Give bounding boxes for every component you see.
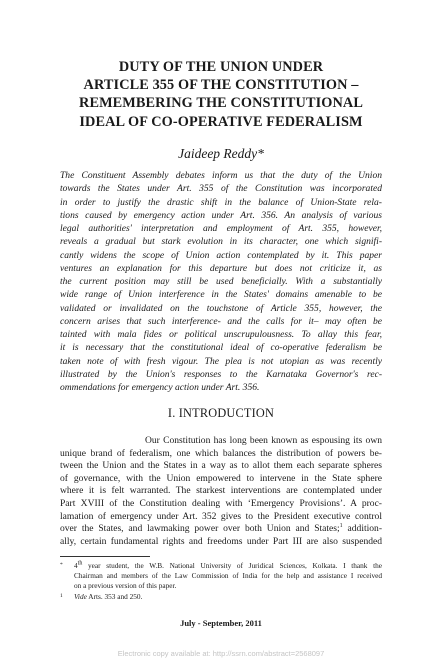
footnote-text: Arts. 353 and 250.: [86, 591, 143, 601]
abstract-line: concern arises that such interference- and the calls for it– may often be: [60, 315, 382, 327]
footnote-vide: Vide: [74, 591, 87, 601]
abstract-line: wide range of Union interference in the States' domains amenable to be: [60, 289, 382, 301]
section-heading: I. INTRODUCTION: [167, 406, 275, 420]
body-line: lamation of emergency under Art. 352 gives to the President executive control: [60, 510, 382, 522]
title-line: REMEMBERING THE CONSTITUTIONAL: [79, 95, 363, 112]
abstract-line: The Constituent Assembly debates inform us that the duty of the Union: [60, 170, 382, 181]
abstract-line: tainted with mala fides or political unscrupulousness. To allay this fear,: [60, 329, 382, 340]
paper-title: [40, 58, 402, 131]
body-line: [60, 523, 382, 536]
abstract: [60, 169, 382, 394]
footnote-line: on a previous version of this paper.: [74, 581, 177, 591]
footnote-mark: 1: [60, 592, 63, 599]
body-line: ally, certain fundamental rights and freedoms under Part III are also suspended: [60, 535, 382, 547]
abstract-line: tions caused by emergency action under Art. 356. An analysis of various: [60, 209, 382, 221]
abstract-line: ommendations for emergency action under Art. 356.: [60, 382, 260, 393]
abstract-line: illustrated by the Union's responses to the Karnataka Governor's rec-: [60, 368, 382, 380]
body-line: tween the Union and the States in a way as to allot them each separate spheres: [60, 460, 382, 472]
body-line-text: addition-: [342, 523, 382, 535]
abstract-line: in order to justify the drastic shift in the balance of Union-State rela-: [60, 196, 382, 208]
footnotes: [60, 561, 382, 602]
ordinal-suffix: th: [77, 560, 83, 567]
title-line: ARTICLE 355 OF THE CONSTITUTION –: [83, 77, 359, 94]
ssrn-watermark[interactable]: Electronic copy available at: http://ssrn.com/abstract=2568097: [117, 649, 325, 658]
abstract-line: legal authorities' interpretation and employment of Art. 355, however,: [60, 223, 382, 234]
footnote-line: [74, 592, 382, 602]
abstract-line: reveals a gradual but stark evolution in its character, one which signifi-: [60, 236, 382, 248]
footnote-mark: *: [60, 562, 63, 568]
abstract-line: cantly widens the scope of Union action contemplated by it. This paper: [60, 249, 382, 261]
footnote-line: [74, 561, 382, 571]
body-line: unique brand of federalism, one which balances the distribution of powers be-: [60, 447, 382, 459]
body-line: where it is felt warranted. The starkest interventions are contemplated under: [60, 485, 382, 497]
body-line: Our Constitution has long been known as espousing its own: [145, 435, 382, 446]
abstract-line: taken note of with fresh vigour. The plea is not utopian as was recently: [60, 355, 382, 367]
abstract-line: towards the States under Art. 355 of the Constitution was incorporated: [60, 183, 382, 195]
body-line-text: over the States, and lawmaking power over both Union and States;: [60, 523, 340, 535]
body-text: [60, 435, 382, 548]
author-name: Jaideep Reddy*: [178, 146, 264, 161]
ordinal: 4: [74, 561, 78, 570]
footnote-1: [60, 592, 382, 602]
footnote-star: [60, 561, 382, 592]
abstract-line: ventures an explanation for this departure but does not criticize it, as: [60, 262, 382, 274]
footnote-text: year student, the W.B. National University of Juridical Sciences, Kolkata. I thank the: [82, 561, 382, 570]
title-line: IDEAL OF CO-OPERATIVE FEDERALISM: [79, 113, 363, 130]
footnote-rule: [60, 556, 150, 557]
abstract-line: the current position may still be used beneficially. With a substantially: [60, 276, 382, 287]
issue-date: July - September, 2011: [180, 618, 262, 628]
footnote-ref[interactable]: 1: [339, 522, 343, 529]
abstract-line: validated or invalidated on the touchstone of Article 355, however, the: [60, 302, 382, 314]
footnote-line: Chairman and members of the Law Commission of India for the help and assistance I received: [74, 571, 382, 581]
body-line: of governance, with the Union empowered to intervene in the State sphere: [60, 472, 382, 484]
abstract-line: it is necessary that the constitutional ideal of co-operative federalism be: [60, 342, 382, 354]
title-line: DUTY OF THE UNION UNDER: [118, 59, 324, 75]
body-line: Part XVIII of the Constitution dealing with ‘Emergency Provisions’. A proc-: [60, 497, 382, 509]
